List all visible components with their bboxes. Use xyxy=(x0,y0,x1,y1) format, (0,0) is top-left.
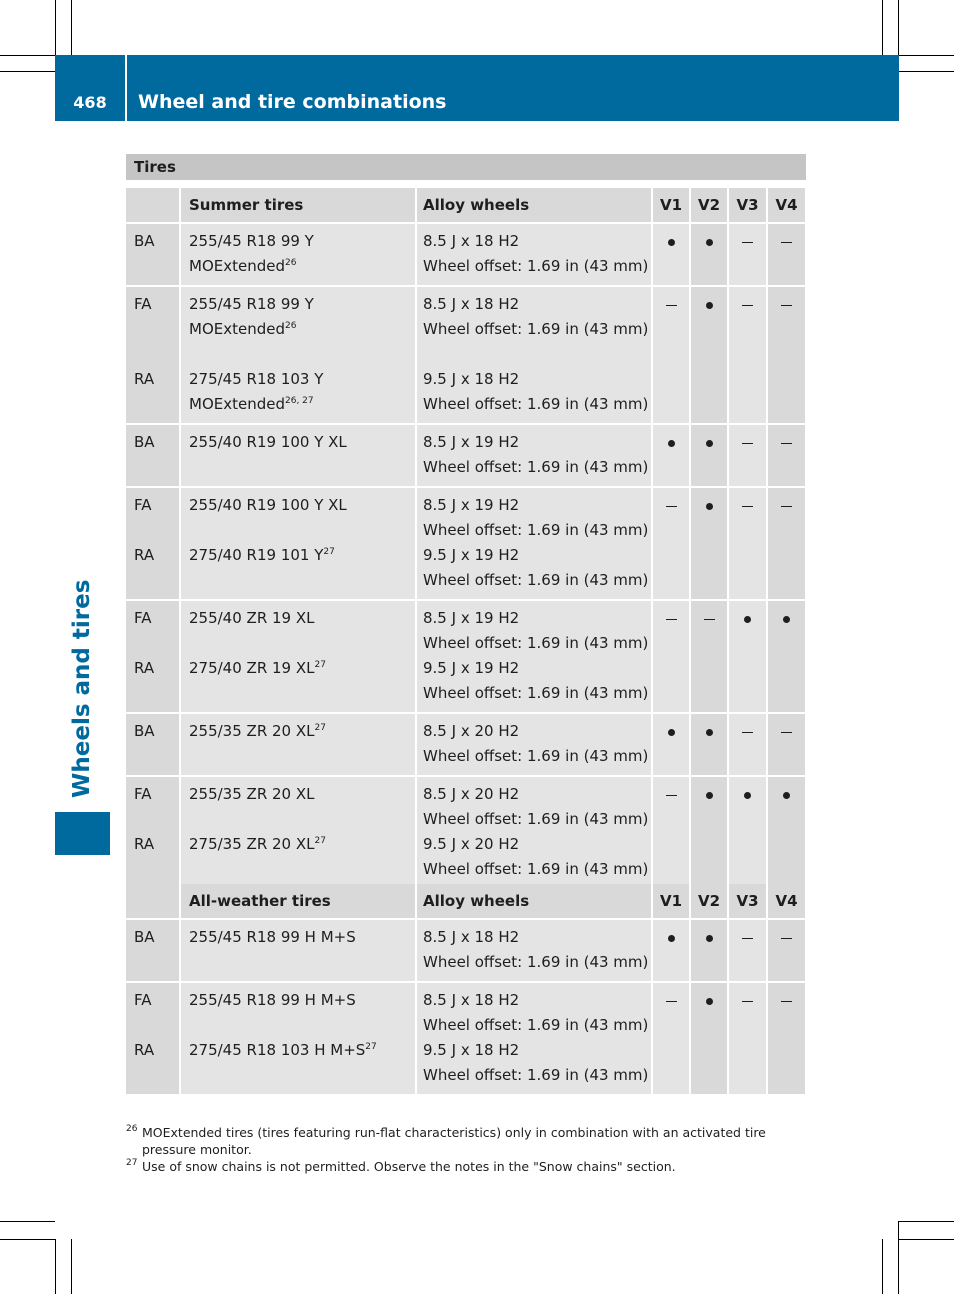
variant-cell xyxy=(652,776,690,888)
variant-cell xyxy=(690,286,728,424)
variant-cell xyxy=(690,223,728,286)
wheel-offset: Wheel offset: 1.69 in (43 mm) xyxy=(423,684,649,702)
crop-mark xyxy=(55,0,56,55)
tire-spec xyxy=(189,254,415,279)
column-header: V2 xyxy=(690,884,728,919)
footnotes xyxy=(126,1124,810,1175)
wheel-block xyxy=(423,920,651,981)
tire-cell xyxy=(180,982,416,1094)
approved-dot-icon xyxy=(706,729,713,736)
approved-dot-icon xyxy=(668,729,675,736)
variant-cell xyxy=(728,487,767,600)
column-header: V1 xyxy=(652,188,690,223)
wheel-block xyxy=(423,287,651,423)
crop-mark xyxy=(0,71,55,72)
crop-mark xyxy=(898,1221,899,1294)
column-header: V3 xyxy=(728,188,767,223)
footnote-ref: 26, 27 xyxy=(285,396,314,406)
wheel-size: 8.5 J x 18 H2 xyxy=(423,295,520,313)
axle-cell xyxy=(126,776,180,888)
tire-size-text: 255/45 R18 99 Y xyxy=(189,232,314,250)
variant-cell xyxy=(652,600,690,713)
tire-size xyxy=(189,832,415,857)
not-approved-dash-icon xyxy=(742,506,753,507)
approved-dot-icon xyxy=(706,935,713,942)
variant-cell xyxy=(690,487,728,600)
spacer xyxy=(134,317,179,342)
axle-block xyxy=(134,714,179,750)
axle-cell xyxy=(126,286,180,424)
variant-cell xyxy=(728,982,767,1094)
approved-dot-icon xyxy=(706,792,713,799)
axle-cell xyxy=(126,919,180,982)
variant-cell xyxy=(690,424,728,487)
axle-label: RA xyxy=(134,546,155,564)
wheel-offset: Wheel offset: 1.69 in (43 mm) xyxy=(423,634,649,652)
variant-cell xyxy=(767,286,806,424)
tire-cell xyxy=(180,919,416,982)
wheel-cell xyxy=(416,286,652,424)
wheel-size: 9.5 J x 20 H2 xyxy=(423,835,520,853)
tire-block xyxy=(189,777,415,863)
axle-label: BA xyxy=(134,928,155,946)
not-approved-dash-icon xyxy=(666,795,677,796)
wheel-offset: Wheel offset: 1.69 in (43 mm) xyxy=(423,747,649,765)
variant-cell xyxy=(767,713,806,776)
footnote-ref: 26 xyxy=(285,321,297,331)
approved-dot-icon xyxy=(783,616,790,623)
tire-size xyxy=(189,292,415,317)
axle-label: FA xyxy=(134,295,152,313)
table-row xyxy=(126,982,806,1094)
wheel-cell xyxy=(416,424,652,487)
wheel-size: 8.5 J x 18 H2 xyxy=(423,928,520,946)
variant-cell xyxy=(767,487,806,600)
wheel-block xyxy=(423,224,651,285)
tire-size-text: 255/35 ZR 20 XL xyxy=(189,722,315,740)
tire-size-text: 255/45 R18 99 H M+S xyxy=(189,991,356,1009)
spacer xyxy=(189,518,415,543)
wheel-size: 9.5 J x 19 H2 xyxy=(423,546,520,564)
wheel-offset: Wheel offset: 1.69 in (43 mm) xyxy=(423,953,649,971)
wheel-size: 8.5 J x 19 H2 xyxy=(423,609,520,627)
footnote-number: 27 xyxy=(126,1158,138,1168)
page-number: 468 xyxy=(73,93,107,112)
crop-mark xyxy=(899,1221,954,1222)
spacer xyxy=(134,1013,179,1038)
variant-cell xyxy=(767,600,806,713)
tire-size-text: 275/45 R18 103 H M+S xyxy=(189,1041,366,1059)
side-label: Wheels and tires xyxy=(69,579,95,798)
variant-cell xyxy=(652,286,690,424)
tire-size xyxy=(189,430,415,455)
crop-mark xyxy=(899,1239,954,1240)
axle-cell xyxy=(126,424,180,487)
wheel-size: 8.5 J x 18 H2 xyxy=(423,232,520,250)
not-approved-dash-icon xyxy=(781,1001,792,1002)
variant-cell xyxy=(690,982,728,1094)
variant-cell xyxy=(652,919,690,982)
tire-cell xyxy=(180,286,416,424)
not-approved-dash-icon xyxy=(781,506,792,507)
tire-size-text: 255/35 ZR 20 XL xyxy=(189,785,315,803)
tire-size xyxy=(189,925,415,950)
axle-cell xyxy=(126,600,180,713)
variant-cell xyxy=(690,776,728,888)
tire-size-text: 255/40 R19 100 Y XL xyxy=(189,433,347,451)
wheel-size: 9.5 J x 18 H2 xyxy=(423,370,520,388)
approved-dot-icon xyxy=(668,440,675,447)
wheel-cell xyxy=(416,776,652,888)
approved-dot-icon xyxy=(706,302,713,309)
axle-label: BA xyxy=(134,433,155,451)
not-approved-dash-icon xyxy=(666,619,677,620)
approved-dot-icon xyxy=(706,440,713,447)
tire-size xyxy=(189,229,415,254)
spacer xyxy=(189,1013,415,1038)
approved-dot-icon xyxy=(706,503,713,510)
crop-mark xyxy=(882,1239,883,1294)
tire-size-text: 255/45 R18 99 Y xyxy=(189,295,314,313)
tire-block xyxy=(189,920,415,956)
tire-block xyxy=(189,983,415,1069)
variant-cell xyxy=(652,713,690,776)
column-header: V4 xyxy=(767,884,806,919)
wheel-offset: Wheel offset: 1.69 in (43 mm) xyxy=(423,521,649,539)
tire-size-text: 275/35 ZR 20 XL xyxy=(189,835,315,853)
wheel-offset: Wheel offset: 1.69 in (43 mm) xyxy=(423,257,649,275)
not-approved-dash-icon xyxy=(666,1001,677,1002)
table-row xyxy=(126,713,806,776)
axle-label: FA xyxy=(134,991,152,1009)
tire-size-text: 275/40 ZR 19 XL xyxy=(189,659,315,677)
approved-dot-icon xyxy=(744,616,751,623)
crop-mark xyxy=(0,55,55,56)
crop-mark xyxy=(71,0,72,55)
axle-cell xyxy=(126,713,180,776)
column-header: V1 xyxy=(652,884,690,919)
column-header xyxy=(126,884,180,919)
axle-label: RA xyxy=(134,835,155,853)
tire-size-text: 275/40 R19 101 Y xyxy=(189,546,324,564)
wheel-offset: Wheel offset: 1.69 in (43 mm) xyxy=(423,458,649,476)
wheel-block xyxy=(423,714,651,775)
approved-dot-icon xyxy=(668,935,675,942)
wheel-size: 8.5 J x 20 H2 xyxy=(423,785,520,803)
crop-mark xyxy=(0,1239,55,1240)
axle-label: BA xyxy=(134,232,155,250)
spacer xyxy=(134,631,179,656)
column-header: V2 xyxy=(690,188,728,223)
axle-label: BA xyxy=(134,722,155,740)
tire-cell xyxy=(180,487,416,600)
tire-cell xyxy=(180,713,416,776)
table-header-row xyxy=(126,188,806,223)
axle-label: FA xyxy=(134,785,152,803)
not-approved-dash-icon xyxy=(742,242,753,243)
variant-cell xyxy=(690,919,728,982)
axle-cell xyxy=(126,982,180,1094)
footnote-text: MOExtended tires (tires featuring run-flat characteristics) only in combination with an activated tire pressure monitor. xyxy=(142,1125,766,1157)
tire-size-text: 255/40 ZR 19 XL xyxy=(189,609,315,627)
tire-spec xyxy=(189,392,415,417)
footnote-ref: 27 xyxy=(323,547,335,557)
approved-dot-icon xyxy=(668,239,675,246)
wheel-size: 8.5 J x 20 H2 xyxy=(423,722,520,740)
tire-size xyxy=(189,988,415,1013)
tire-size xyxy=(189,367,415,392)
axle-cell xyxy=(126,487,180,600)
wheel-offset: Wheel offset: 1.69 in (43 mm) xyxy=(423,1016,649,1034)
variant-cell xyxy=(728,776,767,888)
table-row xyxy=(126,424,806,487)
tire-block xyxy=(189,287,415,423)
axle-block xyxy=(134,983,179,1069)
tire-cell xyxy=(180,776,416,888)
variant-cell xyxy=(690,600,728,713)
not-approved-dash-icon xyxy=(742,938,753,939)
not-approved-dash-icon xyxy=(666,506,677,507)
tire-size xyxy=(189,656,415,681)
variant-cell xyxy=(728,713,767,776)
axle-label: FA xyxy=(134,496,152,514)
wheel-block xyxy=(423,601,651,712)
tire-size-text: 255/45 R18 99 H M+S xyxy=(189,928,356,946)
axle-label: FA xyxy=(134,609,152,627)
spacer xyxy=(134,342,179,367)
tire-size xyxy=(189,543,415,568)
footnote-ref: 26 xyxy=(285,258,297,268)
tire-block xyxy=(189,224,415,285)
axle-label: RA xyxy=(134,370,155,388)
spacer xyxy=(423,342,651,367)
crop-mark xyxy=(0,1221,55,1222)
axle-block xyxy=(134,287,179,398)
spacer xyxy=(189,807,415,832)
variant-cell xyxy=(767,223,806,286)
tire-cell xyxy=(180,223,416,286)
spacer xyxy=(189,631,415,656)
variant-cell xyxy=(767,919,806,982)
axle-label: RA xyxy=(134,659,155,677)
footnote-ref: 27 xyxy=(365,1042,377,1052)
tire-block xyxy=(189,714,415,750)
tire-block xyxy=(189,601,415,687)
variant-cell xyxy=(652,223,690,286)
footnote-text: Use of snow chains is not permitted. Observe the notes in the "Snow chains" section. xyxy=(142,1159,676,1174)
wheel-cell xyxy=(416,982,652,1094)
tire-spec-text: MOExtended xyxy=(189,320,285,338)
tire-size xyxy=(189,782,415,807)
crop-mark xyxy=(71,1239,72,1294)
wheel-offset: Wheel offset: 1.69 in (43 mm) xyxy=(423,810,649,828)
not-approved-dash-icon xyxy=(704,619,715,620)
axle-block xyxy=(134,601,179,687)
variant-cell xyxy=(767,982,806,1094)
tire-size-text: 255/40 R19 100 Y XL xyxy=(189,496,347,514)
footnote xyxy=(126,1124,810,1158)
table-header-row xyxy=(126,884,806,919)
not-approved-dash-icon xyxy=(781,443,792,444)
wheel-size: 8.5 J x 18 H2 xyxy=(423,991,520,1009)
variant-cell xyxy=(728,286,767,424)
table-row xyxy=(126,286,806,424)
column-header: V4 xyxy=(767,188,806,223)
variant-cell xyxy=(728,600,767,713)
wheel-size: 9.5 J x 18 H2 xyxy=(423,1041,520,1059)
column-header: Summer tires xyxy=(180,188,416,223)
tire-size xyxy=(189,1038,415,1063)
variant-cell xyxy=(652,487,690,600)
approved-dot-icon xyxy=(783,792,790,799)
wheel-offset: Wheel offset: 1.69 in (43 mm) xyxy=(423,395,649,413)
not-approved-dash-icon xyxy=(742,443,753,444)
summer-tires-table xyxy=(126,188,807,888)
axle-label: RA xyxy=(134,1041,155,1059)
column-header: V3 xyxy=(728,884,767,919)
variant-cell xyxy=(728,919,767,982)
wheel-cell xyxy=(416,713,652,776)
not-approved-dash-icon xyxy=(781,242,792,243)
all-weather-tires-table xyxy=(126,884,807,1094)
variant-cell xyxy=(728,223,767,286)
crop-mark xyxy=(898,0,899,55)
tire-size xyxy=(189,606,415,631)
not-approved-dash-icon xyxy=(781,938,792,939)
tire-cell xyxy=(180,424,416,487)
table-row xyxy=(126,487,806,600)
crop-mark xyxy=(55,1239,56,1294)
wheel-block xyxy=(423,777,651,888)
tires-heading: Tires xyxy=(126,154,806,180)
table-row xyxy=(126,776,806,888)
wheel-offset: Wheel offset: 1.69 in (43 mm) xyxy=(423,571,649,589)
tire-size-text: 275/45 R18 103 Y xyxy=(189,370,324,388)
wheel-offset: Wheel offset: 1.69 in (43 mm) xyxy=(423,1066,649,1084)
axle-block xyxy=(134,425,179,461)
column-header xyxy=(126,188,180,223)
wheel-block xyxy=(423,983,651,1094)
wheel-offset: Wheel offset: 1.69 in (43 mm) xyxy=(423,860,649,878)
not-approved-dash-icon xyxy=(742,732,753,733)
crop-mark xyxy=(899,55,954,56)
variant-cell xyxy=(728,424,767,487)
side-tab xyxy=(55,812,110,855)
spacer xyxy=(134,807,179,832)
tire-size xyxy=(189,719,415,744)
tire-spec-text: MOExtended xyxy=(189,395,285,413)
column-header: All-weather tires xyxy=(180,884,416,919)
approved-dot-icon xyxy=(706,239,713,246)
wheel-cell xyxy=(416,919,652,982)
axle-block xyxy=(134,224,179,260)
wheel-size: 8.5 J x 19 H2 xyxy=(423,496,520,514)
variant-cell xyxy=(767,424,806,487)
wheel-cell xyxy=(416,600,652,713)
axle-block xyxy=(134,777,179,863)
crop-mark xyxy=(899,71,954,72)
tire-cell xyxy=(180,600,416,713)
crop-mark xyxy=(882,0,883,55)
footnote-ref: 27 xyxy=(314,660,326,670)
not-approved-dash-icon xyxy=(781,305,792,306)
tire-block xyxy=(189,425,415,461)
approved-dot-icon xyxy=(744,792,751,799)
variant-cell xyxy=(767,776,806,888)
footnote xyxy=(126,1158,810,1175)
wheel-size: 8.5 J x 19 H2 xyxy=(423,433,520,451)
not-approved-dash-icon xyxy=(666,305,677,306)
axle-block xyxy=(134,488,179,574)
spacer xyxy=(134,518,179,543)
wheel-block xyxy=(423,488,651,599)
tire-block xyxy=(189,488,415,574)
footnote-number: 26 xyxy=(126,1124,138,1134)
not-approved-dash-icon xyxy=(781,732,792,733)
column-header: Alloy wheels xyxy=(416,188,652,223)
tire-spec xyxy=(189,317,415,342)
spacer xyxy=(189,342,415,367)
variant-cell xyxy=(652,424,690,487)
not-approved-dash-icon xyxy=(742,305,753,306)
axle-block xyxy=(134,920,179,956)
column-header: Alloy wheels xyxy=(416,884,652,919)
tire-size xyxy=(189,493,415,518)
tire-spec-text: MOExtended xyxy=(189,257,285,275)
header-divider xyxy=(125,55,127,121)
axle-cell xyxy=(126,223,180,286)
variant-cell xyxy=(690,713,728,776)
wheel-cell xyxy=(416,223,652,286)
table-row xyxy=(126,919,806,982)
wheel-cell xyxy=(416,487,652,600)
wheel-size: 9.5 J x 19 H2 xyxy=(423,659,520,677)
not-approved-dash-icon xyxy=(742,1001,753,1002)
table-row xyxy=(126,600,806,713)
approved-dot-icon xyxy=(706,998,713,1005)
footnote-ref: 27 xyxy=(314,836,326,846)
footnote-ref: 27 xyxy=(314,723,326,733)
table-row xyxy=(126,223,806,286)
wheel-offset: Wheel offset: 1.69 in (43 mm) xyxy=(423,320,649,338)
wheel-block xyxy=(423,425,651,486)
variant-cell xyxy=(652,982,690,1094)
section-title: Wheel and tire combinations xyxy=(138,91,447,113)
